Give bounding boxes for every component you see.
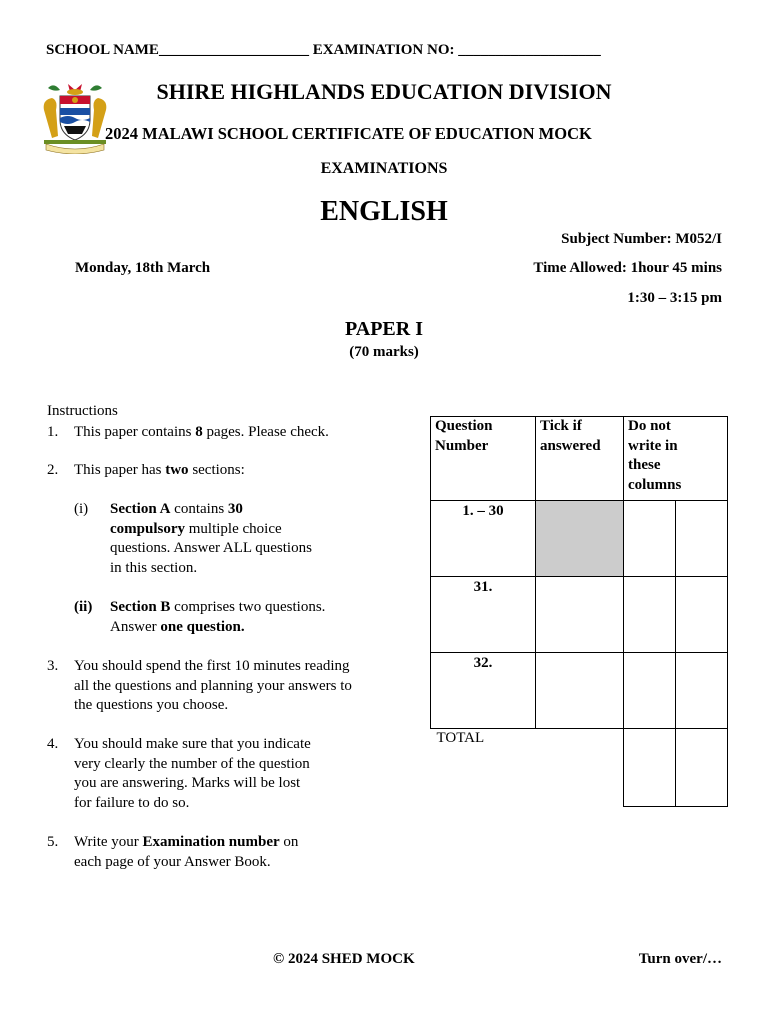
text: comprises two questions.	[170, 599, 326, 615]
exam-title-line2: EXAMINATIONS	[320, 160, 448, 177]
text: questions. Answer ALL questions	[110, 540, 312, 556]
school-name-label: SCHOOL NAME	[46, 42, 159, 58]
tick-cell[interactable]	[536, 653, 624, 729]
total-label: TOTAL	[436, 730, 485, 746]
sub-number: (ii)	[74, 599, 93, 615]
subject-title: ENGLISH	[320, 196, 448, 227]
instruction-number: 4.	[47, 736, 59, 752]
text: Answer	[110, 618, 161, 635]
text: sections:	[188, 462, 245, 478]
paper-marks: (70 marks)	[349, 344, 419, 360]
exam-no-field[interactable]: ___________________	[458, 42, 601, 58]
examiner-cell	[624, 501, 676, 577]
text: answered	[540, 437, 601, 454]
instructions-heading: Instructions	[47, 403, 118, 419]
header-question-number	[431, 417, 536, 501]
instruction-4	[47, 735, 417, 813]
text: Section A	[110, 501, 171, 517]
text: all the questions and planning your answers to	[74, 677, 352, 694]
text: 8	[195, 424, 203, 440]
tick-cell-shaded	[536, 501, 624, 577]
section-a-note	[74, 500, 394, 578]
instruction-3	[47, 657, 417, 716]
header-fields	[46, 42, 601, 59]
sub-number: (i)	[74, 501, 89, 517]
examiner-cell	[624, 653, 676, 729]
marks-table	[430, 416, 728, 807]
text: pages. Please check.	[202, 424, 329, 440]
text: for failure to do so.	[74, 794, 190, 811]
table-row	[431, 577, 728, 653]
examiner-cell	[676, 577, 728, 653]
footer-copyright: © 2024 SHED MOCK	[273, 951, 415, 967]
empty-cell	[536, 729, 624, 807]
text: each page of your Answer Book.	[74, 853, 271, 870]
text: This paper contains	[74, 424, 196, 440]
tick-cell[interactable]	[536, 577, 624, 653]
text: write in	[628, 437, 678, 454]
table-row	[431, 653, 728, 729]
header-do-not-write	[624, 417, 728, 501]
question-number-cell: 1. – 30	[431, 501, 536, 577]
instruction-text	[74, 461, 407, 481]
text: these	[628, 457, 661, 473]
instruction-text	[74, 657, 417, 716]
time-allowed: Time Allowed: 1hour 45 mins	[533, 260, 722, 276]
header-tick-if-answered	[536, 417, 624, 501]
instruction-text	[74, 833, 417, 872]
text: Examination number	[142, 834, 280, 850]
text: Section B	[110, 599, 171, 615]
paper-title: PAPER I	[345, 318, 423, 340]
examiner-cell	[676, 501, 728, 577]
text: This paper has	[74, 462, 166, 478]
text: contains	[170, 501, 228, 517]
text: Write your	[74, 834, 143, 850]
instruction-1	[47, 423, 407, 443]
division-title: SHIRE HIGHLANDS EDUCATION DIVISION	[156, 79, 612, 104]
question-number-cell: 32.	[431, 653, 536, 729]
table-total-row	[431, 729, 728, 807]
text: you are answering. Marks will be lost	[74, 775, 301, 791]
text: multiple choice	[185, 520, 282, 537]
exam-no-label: EXAMINATION NO:	[312, 42, 455, 58]
text: compulsory	[110, 520, 185, 537]
text: Question	[435, 418, 493, 434]
instruction-number: 2.	[47, 462, 59, 478]
exam-title-line1: 2024 MALAWI SCHOOL CERTIFICATE OF EDUCATION MOCK	[105, 124, 592, 143]
time-range: 1:30 – 3:15 pm	[627, 290, 722, 306]
sub-text	[110, 598, 394, 637]
total-cell	[676, 729, 728, 807]
instruction-5	[47, 833, 417, 872]
section-b-note	[74, 598, 394, 637]
table-row	[431, 501, 728, 577]
text: on	[279, 834, 299, 850]
school-name-field[interactable]: ____________________	[158, 42, 309, 58]
text: in this section.	[110, 559, 198, 576]
instruction-text	[74, 735, 417, 813]
sub-text	[110, 500, 394, 578]
text: You should spend the first 10 minutes reading	[74, 658, 350, 674]
table-header-row	[431, 417, 728, 501]
examiner-cell	[624, 577, 676, 653]
exam-date: Monday, 18th March	[75, 260, 211, 276]
total-cell	[624, 729, 676, 807]
text: Do not	[628, 418, 671, 434]
examiner-cell	[676, 653, 728, 729]
text: two	[165, 462, 189, 478]
footer-turn-over: Turn over/…	[638, 951, 722, 967]
text: the questions you choose.	[74, 697, 229, 713]
text: very clearly the number of the question	[74, 755, 310, 772]
subject-number: Subject Number: M052/I	[561, 231, 722, 247]
text: Number	[435, 437, 489, 454]
instruction-number: 3.	[47, 658, 59, 674]
text: columns	[628, 476, 682, 493]
instruction-2	[47, 461, 407, 481]
instruction-number: 5.	[47, 834, 59, 850]
instruction-text	[74, 423, 407, 443]
text: 30	[227, 501, 243, 517]
text: Tick if	[540, 418, 582, 434]
text: one question.	[160, 618, 245, 635]
question-number-cell: 31.	[431, 577, 536, 653]
instruction-number: 1.	[47, 424, 59, 440]
text: You should make sure that you indicate	[74, 736, 311, 752]
